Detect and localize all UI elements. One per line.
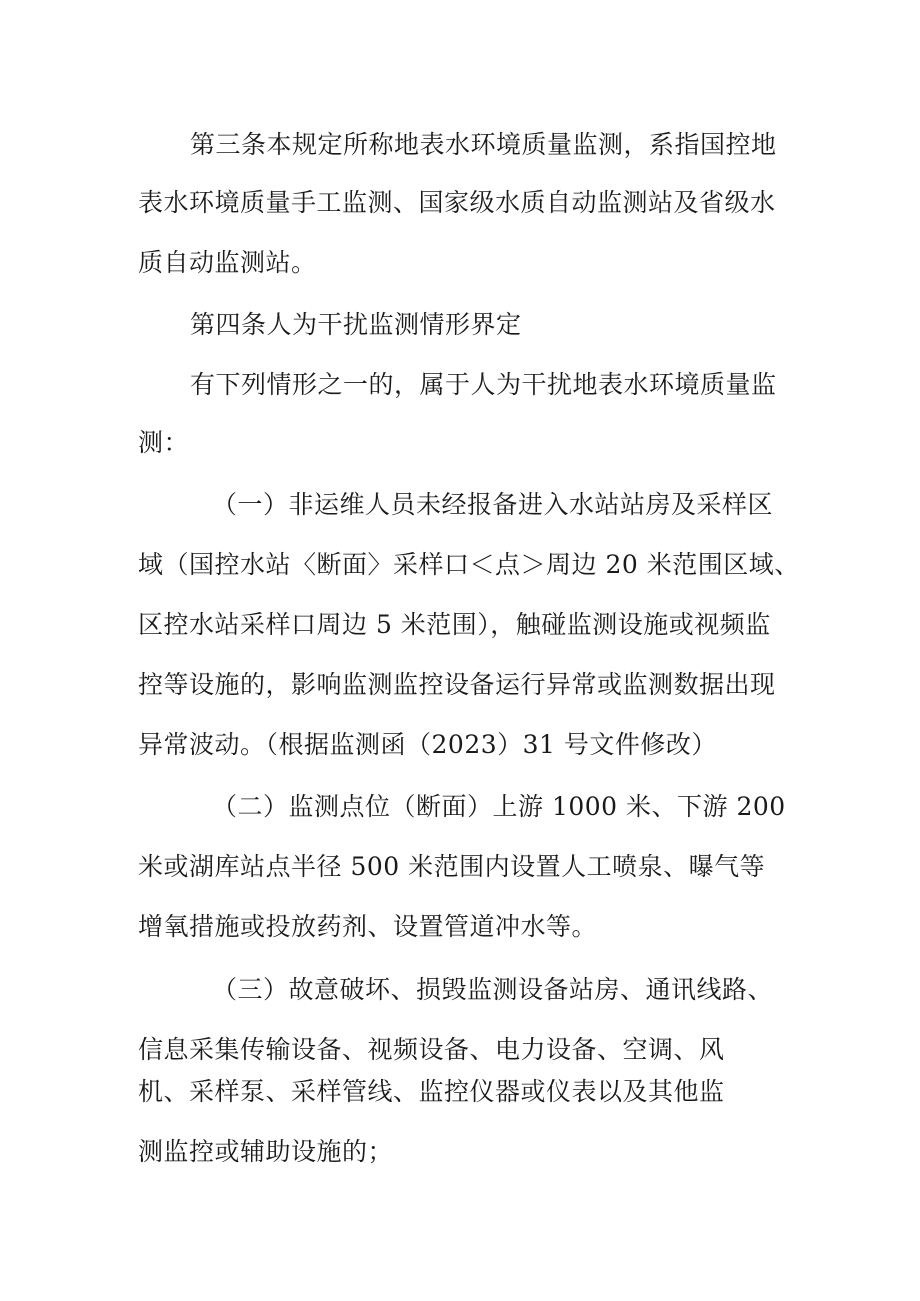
article3-line3: 质自动监测站。 [138, 248, 317, 277]
item1-line2: 域（国控水站〈断面〉采样口＜点＞周边 20 米范围区域、 [138, 550, 800, 579]
item1-line3: 区控水站采样口周边 5 米范围），触碰监测设施或视频监 [138, 610, 771, 639]
item2-line3: 增氧措施或投放药剂、设置管道冲水等。 [138, 912, 598, 941]
item2-line2: 米或湖库站点半径 500 米范围内设置人工喷泉、曝气等 [138, 852, 766, 881]
article3-line1: 第三条本规定所称地表水环境质量监测，系指国控地 [190, 130, 777, 159]
item1-line5: 异常波动。（根据监测函（2023）31 号文件修改） [138, 730, 717, 759]
article3-line2: 表水环境质量手工监测、国家级水质自动监测站及省级水 [138, 188, 776, 217]
item3-line1: （三）故意破坏、损毁监测设备站房、通讯线路、 [212, 975, 774, 1004]
article4-intro-line2: 测： [138, 428, 190, 457]
article4-intro-line1: 有下列情形之一的，属于人为干扰地表水环境质量监 [190, 370, 777, 399]
item3-line2: 信息采集传输设备、视频设备、电力设备、空调、风 [138, 1035, 725, 1064]
article4-title: 第四条人为干扰监测情形界定 [190, 310, 522, 339]
item1-line4: 控等设施的，影响监测监控设备运行异常或监测数据出现 [138, 670, 776, 699]
item1-line1: （一）非运维人员未经报备进入水站站房及采样区 [212, 490, 774, 519]
item2-line1: （二）监测点位（断面）上游 1000 米、下游 200 [212, 792, 786, 821]
item3-line3: 机、采样泵、采样管线、监控仪器或仪表以及其他监 [138, 1077, 725, 1106]
item3-line4: 测监控或辅助设施的； [138, 1137, 394, 1166]
